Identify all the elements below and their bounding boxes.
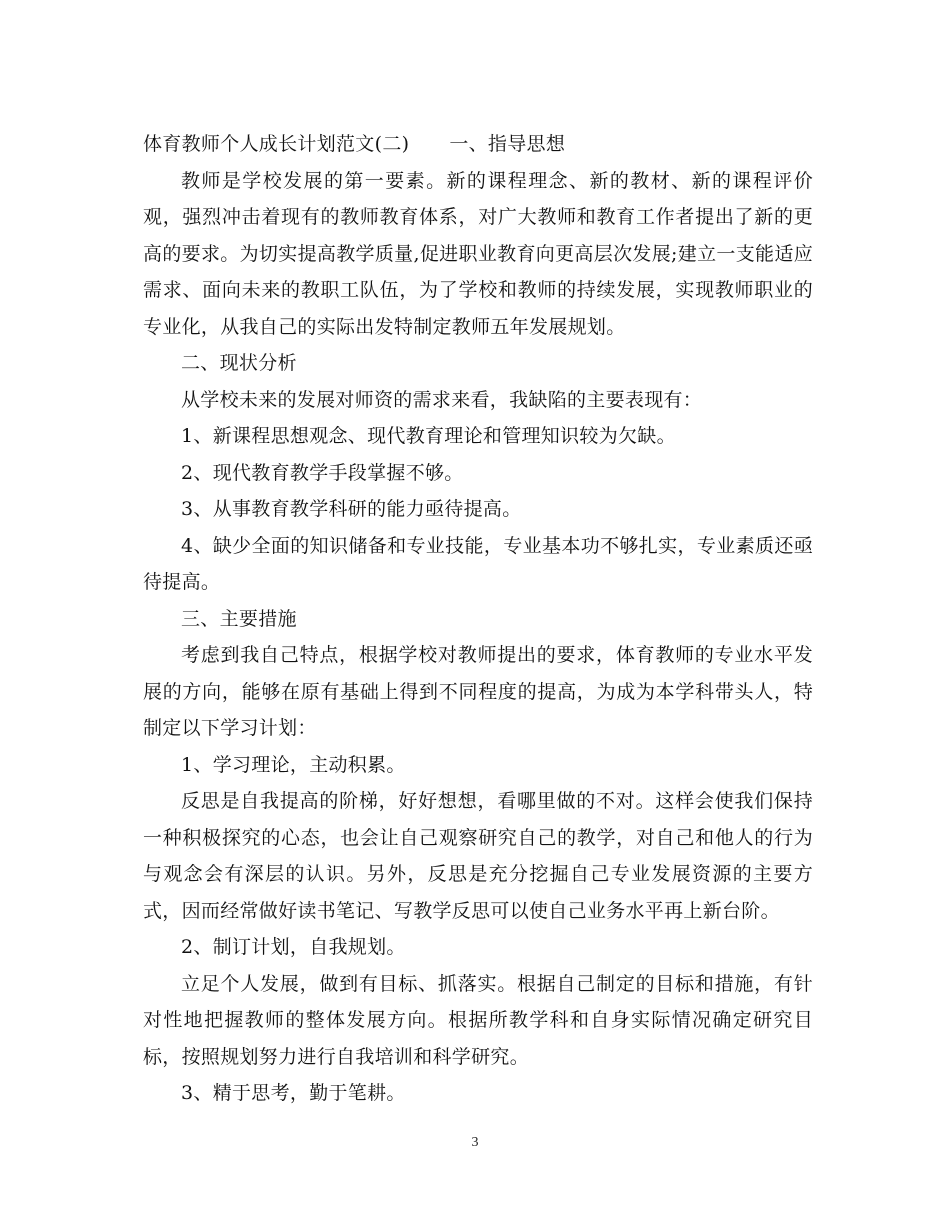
list-item: 4、缺少全面的知识储备和专业技能，专业基本功不够扎实，专业素质还亟待提高。 bbox=[143, 534, 813, 593]
document-title: 体育教师个人成长计划范文(二) bbox=[143, 133, 410, 155]
title-line bbox=[143, 126, 813, 163]
subheading: 3、精于思考，勤于笔耕。 bbox=[181, 1082, 406, 1104]
paragraph: 从学校未来的发展对师资的需求来看，我缺陷的主要表现有： bbox=[181, 388, 703, 411]
page-number: 3 bbox=[471, 1135, 479, 1150]
document-body bbox=[143, 126, 813, 1112]
paragraph: 立足个人发展，做到有目标、抓落实。根据自己制定的目标和措施，有针对性地把握教师的整体发展方向。根据所教学科和自身实际情况确定研究目标，按照规划努力进行自我培训和科学研究。 bbox=[143, 972, 813, 1068]
paragraph: 考虑到我自己特点，根据学校对教师提出的要求，体育教师的专业水平发展的方向，能够在原有基础上得到不同程度的提高，为成为本学科带头人，特制定以下学习计划： bbox=[143, 644, 813, 739]
paragraph: 反思是自我提高的阶梯，好好想想，看哪里做的不对。这样会使我们保持一种积极探究的心态，也会让自己观察研究自己的教学，对自己和他人的行为与观念会有深层的认识。另外，反思是充分挖掘自己专业发展资源的主要方式，因而经常做好读书笔记、写教学反思可以使自己业务水平再上新台阶。 bbox=[143, 790, 813, 922]
section-heading-guiding-ideology: 一、指导思想 bbox=[449, 133, 566, 155]
list-item: 2、现代教育教学手段掌握不够。 bbox=[181, 461, 464, 484]
subheading: 2、制订计划，自我规划。 bbox=[181, 936, 406, 958]
section-heading-status-analysis: 二、现状分析 bbox=[181, 352, 297, 374]
list-item: 3、从事教育教学科研的能力亟待提高。 bbox=[181, 498, 522, 520]
section-heading-main-measures: 三、主要措施 bbox=[181, 607, 297, 630]
subheading: 1、学习理论，主动积累。 bbox=[181, 753, 406, 776]
paragraph: 教师是学校发展的第一要素。新的课程理念、新的教材、新的课程评价观，强烈冲击着现有的教师教育体系，对广大教师和教育工作者提出了新的更高的要求。为切实提高教学质量,促进职业教育向更高层次发展;建立一支能适应需求、面向未来的教职工队伍，为了学校和教师的持续发展，实现教师职业的专业化，从我自己的实际出发特制定教师五年发展规划。 bbox=[143, 169, 813, 338]
list-item: 1、新课程思想观念、现代教育理论和管理知识较为欠缺。 bbox=[181, 425, 676, 447]
